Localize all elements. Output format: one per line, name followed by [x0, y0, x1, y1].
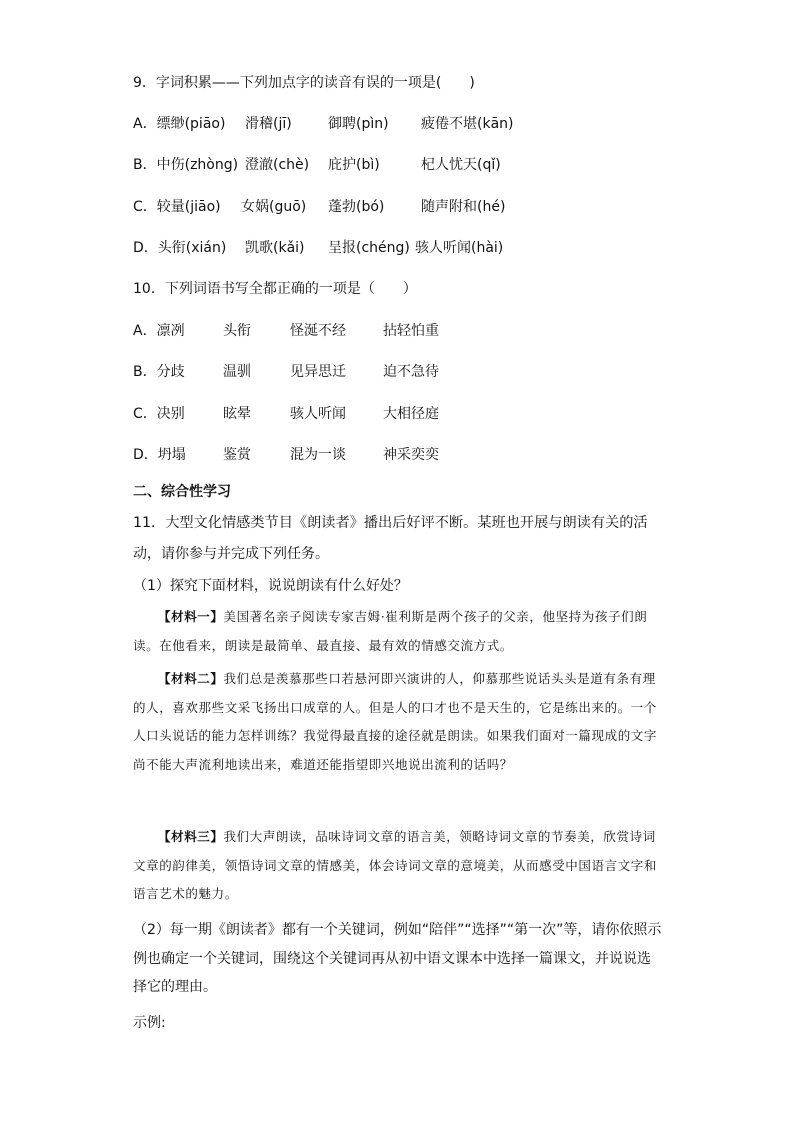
material-2-tag: 【材料二】	[158, 671, 224, 686]
q10-option-c-2: 眩晕	[223, 406, 251, 422]
q10-option-b-3: 见异思迁	[290, 364, 346, 380]
q9-option-b-1: B．中伤(zhòng)	[133, 157, 239, 173]
q9-option-b-4: 杞人忧天(qǐ)	[421, 157, 501, 173]
q10-option-d-2: 鉴赏	[223, 447, 251, 463]
q9-option-b-2: 澄澈(chè)	[245, 157, 310, 173]
q9-stem: 9．字词积累——下列加点字的读音有误的一项是( )	[133, 75, 475, 91]
material-3	[133, 823, 663, 909]
q9-option-a-3: 御聘(pìn)	[328, 116, 389, 132]
q11-subquestion-1: （1）探究下面材料，说说朗读有什么好处？	[133, 578, 408, 594]
q10-option-b-4: 迫不急待	[383, 364, 439, 380]
q10-option-d-4: 神采奕奕	[383, 447, 439, 463]
q9-option-c-1: C．较量(jiāo)	[133, 199, 221, 215]
q10-stem: 10．下列词语书写全都正确的一项是（ ）	[133, 281, 417, 297]
q10-option-c-1: C．决别	[133, 406, 185, 422]
q10-option-b-1: B．分歧	[133, 364, 185, 380]
q9-option-c-2: 女娲(guō)	[241, 199, 307, 215]
q9-option-c-3: 蓬勃(bó)	[328, 199, 385, 215]
q10-option-a-2: 头衔	[223, 323, 251, 339]
q10-option-a-4: 拈轻怕重	[383, 323, 439, 339]
material-3-tag: 【材料三】	[158, 829, 224, 844]
q10-option-c-4: 大相径庭	[383, 406, 439, 422]
q11-stem-line1: 11．大型文化情感类节目《朗读者》播出后好评不断。某班也开展与朗读有关的活	[133, 515, 648, 531]
material-1-tag: 【材料一】	[158, 609, 224, 624]
q9-option-d-2: 凯歌(kǎi)	[245, 240, 305, 256]
q10-option-a-3: 怪涎不经	[290, 323, 346, 339]
material-3-text: 我们大声朗读，品味诗词文章的语言美，领略诗词文章的节奏美，欣赏诗词文章的韵律美，领悟诗词文章的情感美，体会诗词文章的意境美，从而感受中国语言文字和语言艺术的魅力。	[133, 829, 658, 901]
q9-option-d-4: 骇人听闻(hài)	[415, 240, 504, 256]
q10-option-c-3: 骇人听闻	[290, 406, 346, 422]
q9-option-d-1: D．头衔(xián)	[133, 240, 227, 256]
q10-option-b-2: 温驯	[223, 364, 251, 380]
q10-option-d-1: D．坍塌	[133, 447, 186, 463]
material-1-text: 美国著名亲子阅读专家吉姆·崔利斯是两个孩子的父亲，他坚持为孩子们朗读。在他看来，朗读是最简单、最直接、最有效的情感交流方式。	[133, 609, 648, 653]
material-1	[133, 603, 663, 660]
section-heading: 二、综合性学习	[133, 484, 231, 500]
q9-option-a-1: A．缥缈(piāo)	[133, 116, 226, 132]
example-label: 示例:	[133, 1015, 166, 1031]
q9-option-c-4: 随声附和(hé)	[421, 199, 506, 215]
q10-option-a-1: A．凛冽	[133, 323, 185, 339]
q9-option-a-4: 疲倦不堪(kān)	[421, 116, 514, 132]
q9-option-a-2: 滑稽(jī)	[245, 116, 292, 132]
q9-option-d-3: 呈报(chéng)	[328, 240, 410, 256]
material-2-text: 我们总是羡慕那些口若悬河即兴演讲的人，仰慕那些说话头头是道有条有理的人，喜欢那些文采飞扬出口成章的人。但是人的口才也不是天生的，它是练出来的。一个人口头说话的能力怎样训练？我觉得最直接的途径就是朗读。如果我们面对一篇现成的文字尚不能大声流利地读出来，难道还能指望即兴地说出流利的话吗？	[133, 671, 658, 772]
material-2	[133, 665, 663, 779]
q11-stem-line2: 动，请你参与并完成下列任务。	[133, 546, 329, 562]
q10-option-d-3: 混为一谈	[290, 447, 346, 463]
q11-subquestion-2: （2）每一期《朗读者》都有一个关键词，例如“陪伴”“选择”“第一次”等，请你依照示例也确定一个关键词，围绕这个关键词再从初中语文课本中选择一篇课文，并说说选择它的理由。	[133, 922, 662, 995]
q9-option-b-3: 庇护(bì)	[328, 157, 380, 173]
